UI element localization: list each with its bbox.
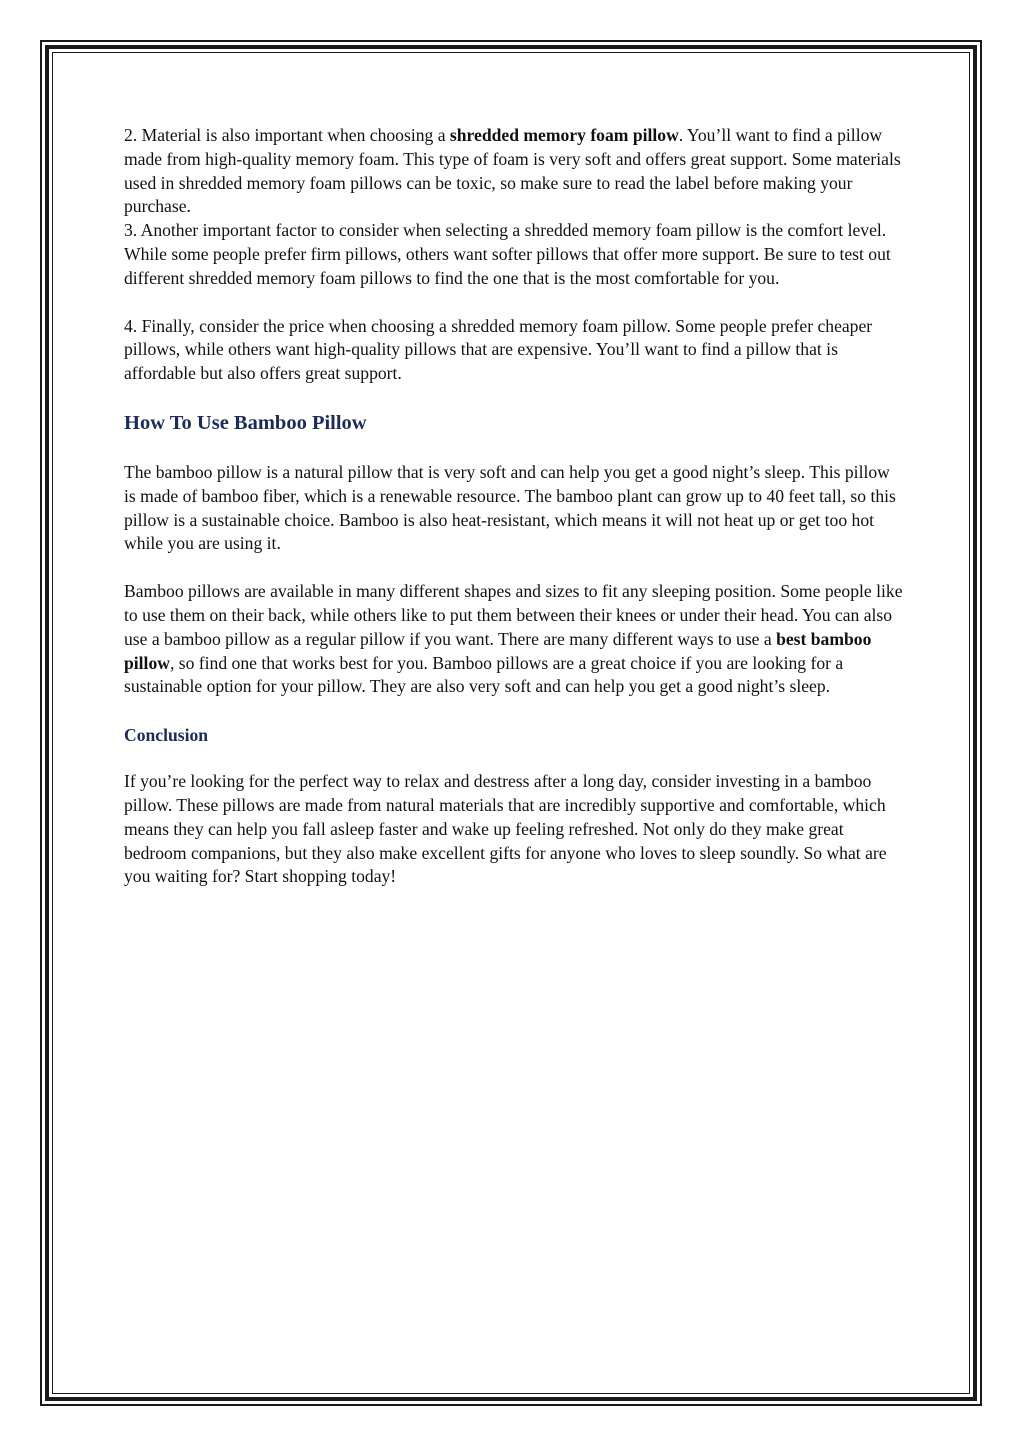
bamboo-usage-text-before: Bamboo pillows are available in many different shapes and sizes to fit any sleeping position. Some people like to use them on their back, while others like to put them between their knees or under their head. You can also use a bamboo pillow as a regular pillow if you want. There are many different ways to use a [124, 581, 903, 649]
bamboo-usage-text-after: , so find one that works best for you. Bamboo pillows are a great choice if you are looking for a sustainable option for your pillow. They are also very soft and can help you get a good night’s sleep. [124, 652, 844, 697]
document-body [124, 124, 904, 889]
conclusion-heading: Conclusion [124, 725, 209, 746]
comfort-paragraph: 3. Another important factor to consider when selecting a shredded memory foam pillow is the comfort level. While some people prefer firm pillows, others want softer pillows that offer more support. Be sure to test out different shredded memory foam pillows to find the one that is the most comfortable for you. [124, 220, 891, 288]
shredded-memory-foam-pillow-link[interactable]: shredded memory foam pillow [449, 125, 679, 145]
material-paragraph [124, 124, 904, 219]
conclusion-paragraph: If you’re looking for the perfect way to relax and destress after a long day, consider investing in a bamboo pillow. These pillows are made from natural materials that are incredibly supportive and comfortable, which means they can help you fall asleep faster and wake up feeling refreshed. Not only do they make great bedroom companions, but they also make excellent gifts for anyone who loves to sleep soundly. So what are you waiting for? Start shopping today! [124, 771, 887, 887]
price-paragraph: 4. Finally, consider the price when choosing a shredded memory foam pillow. Some people prefer cheaper pillows, while others want high-quality pillows that are expensive. You’ll want to find a pillow that is affordable but also offers great support. [124, 315, 873, 384]
best-bamboo-pillow-link[interactable]: best bamboo pillow [124, 628, 872, 673]
bamboo-intro-paragraph: The bamboo pillow is a natural pillow that is very soft and can help you get a good night’s sleep. This pillow is made of bamboo fiber, which is a renewable resource. The bamboo plant can grow up to 40 feet tall, so this pillow is a sustainable choice. Bamboo is also heat-resistant, which means it will not heat up or get too hot while you are using it. [124, 461, 896, 554]
bamboo-usage-paragraph [124, 580, 904, 699]
material-text-before: 2. Material is also important when choosing a [124, 125, 450, 145]
bamboo-section-heading: How To Use Bamboo Pillow [124, 411, 367, 434]
material-text-after: . You’ll want to find a pillow made from high-quality memory foam. This type of foam is very soft and offers great support. Some materials used in shredded memory foam pillows can be toxic, so make sure to read the label before making your purchase. [124, 125, 901, 217]
